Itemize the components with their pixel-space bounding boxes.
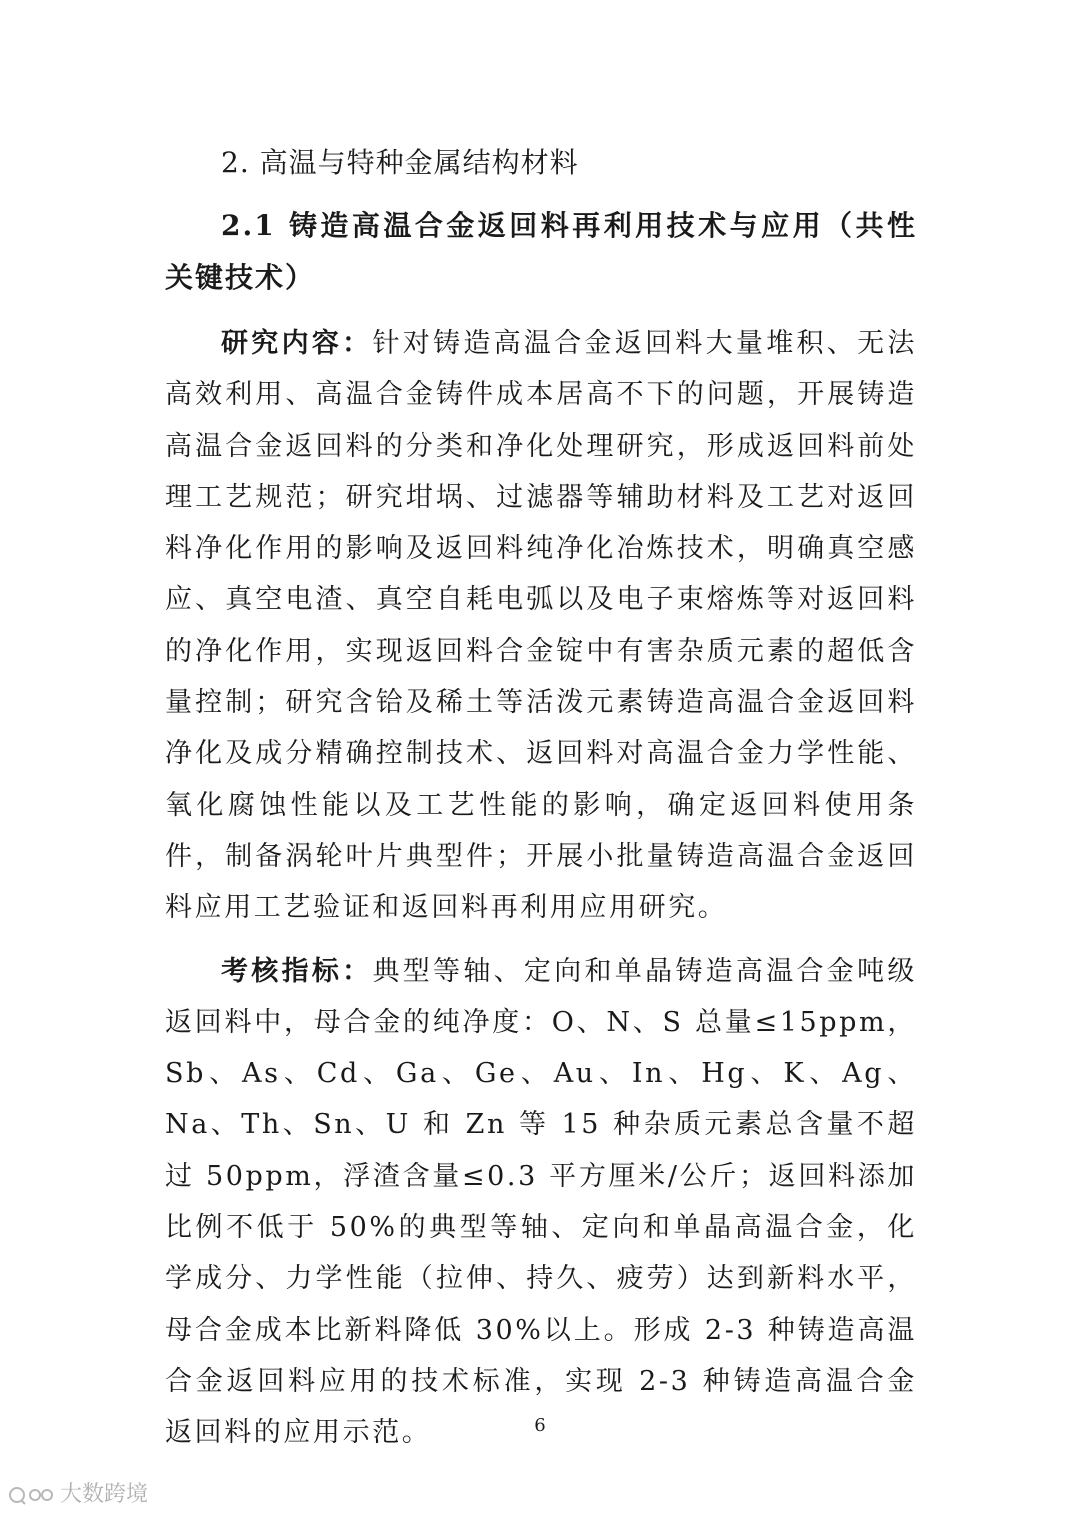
document-body <box>165 140 917 1459</box>
research-paragraph <box>165 318 917 934</box>
assessment-label: 考核指标： <box>221 955 373 987</box>
assessment-paragraph <box>165 946 917 1459</box>
section-title: 2. 高温与特种金属结构材料 <box>221 146 579 179</box>
assessment-text: 典型等轴、定向和单晶铸造高温合金吨级返回料中，母合金的纯净度：O、N、S 总量≤15ppm，Sb、As、Cd、Ga、Ge、Au、In、Hg、K、Ag、Na、Th、Sn、U 和 Zn 等 15 种杂质元素总含量不超过 50ppm，浮渣含量≤0.3 平方厘米/公斤；返回料添加比例不低于 50%的典型等轴、定向和单晶高温合金，化学成分、力学性能（拉伸、持久、疲劳）达到新料水平，母合金成本比新料降低 30%以上。形成 2-3 种铸造高温合金返回料应用的技术标准，实现 2-3 种铸造高温合金返回料的应用示范。 <box>165 955 917 1449</box>
research-label: 研究内容： <box>221 328 373 359</box>
subsection-title: 2.1 铸造高温合金返回料再利用技术与应用（共性关键技术） <box>165 209 917 294</box>
watermark-logo-icon <box>8 1482 54 1508</box>
watermark <box>8 1480 148 1510</box>
watermark-text: 大数跨境 <box>60 1482 149 1507</box>
page-number: 6 <box>534 1415 546 1436</box>
research-text: 针对铸造高温合金返回料大量堆积、无法高效利用、高温合金铸件成本居高不下的问题，开展铸造高温合金返回料的分类和净化处理研究，形成返回料前处理工艺规范；研究坩埚、过滤器等辅助材料及工艺对返回料净化作用的影响及返回料纯净化冶炼技术，明确真空感应、真空电渣、真空自耗电弧以及电子束熔炼等对返回料的净化作用，实现返回料合金锭中有害杂质元素的超低含量控制；研究含铪及稀土等活泼元素铸造高温合金返回料净化及成分精确控制技术、返回料对高温合金力学性能、氧化腐蚀性能以及工艺性能的影响，确定返回料使用条件，制备涡轮叶片典型件；开展小批量铸造高温合金返回料应用工艺验证和返回料再利用应用研究。 <box>165 328 917 924</box>
